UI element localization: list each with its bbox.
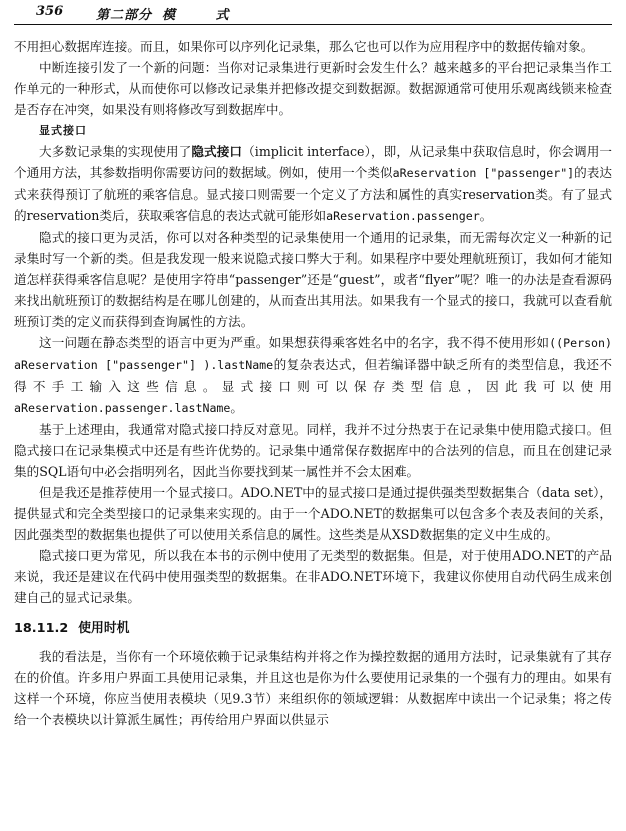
- paragraph-6: 基于上述理由，我通常对隐式接口持反对意见。同样，我并不过分热衷于在记录集中使用隐式接口。但隐式接口在记录集模式中还是有些许优势的。记录集中通常保存数据库中的合法列的信息，而且在创建记录集的SQL语句中必会指明列名，因此当你要找到某一属性并不会太困难。: [14, 422, 612, 479]
- p3-text-2: （implicit interface），即，从记录集中获取信息时，你会调用一个通用方法，其参数指明你需要访问的数据域。例如，使用一个类似: [14, 144, 613, 180]
- p5-code-2: aReservation.passenger.lastName: [14, 401, 231, 415]
- p3-code-1: aReservation ["passenger"]: [392, 166, 575, 180]
- paragraph-5: [14, 332, 612, 419]
- section-number: 18.11.2: [14, 621, 69, 636]
- p3-text-3: 的表达式来获得预订了航班的乘客信息。显式接口则需要一个定义了方法和属性的真实reservation类。有了显式的reservation类后，获取乘客信息的表达式就可能形如: [14, 165, 613, 223]
- section-heading: [14, 618, 612, 639]
- page-number: 356: [36, 4, 64, 19]
- paragraph-4: 隐式的接口更为灵活，你可以对各种类型的记录集使用一个通用的记录集，而无需每次定义一种新的记录集时写一个新的类。但是我发现一般来说隐式接口弊大于利。如果程序中要处理航班预订，我如何才能知道怎样获得乘客信息呢？是使用字符串“passenger”还是“guest”，或者“flyer”呢？唯一的办法是查看源码来找出航班预订的数据结构是在哪儿创建的，从而查出其用法。如果我有一个显式的接口，我就可以查看航班预订类的定义而获得到查询属性的方法。: [14, 230, 612, 329]
- p5-text-1: 这一问题在静态类型的语言中更为严重。如果想获得乘客姓名中的名字，我不得不使用形如: [39, 335, 550, 350]
- paragraph-7: 但是我还是推荐使用一个显式接口。ADO.NET中的显式接口是通过提供强类型数据集合（data set），提供显式和完全类型接口的记录集来实现的。由于一个ADO.NET的数据集可以包含多个表及表间的关系，因此强类型的数据集也提供了可以使用关系信息的属性。这些类是从XSD数据集的定义中生成的。: [14, 485, 612, 542]
- paragraph-2: 中断连接引发了一个新的问题：当你对记录集进行更新时会发生什么？越来越多的平台把记录集当作工作单元的一种形式，从而使你可以修改记录集并把修改提交到数据源。数据源通常可使用乐观离线锁来检查是否存在冲突，如果没有则将修改写到数据库中。: [14, 60, 612, 117]
- p3-text-4: 。: [479, 208, 493, 223]
- page-body: [14, 36, 612, 730]
- part-name: 模 式: [162, 8, 247, 23]
- p5-text-2: 的复杂表达式，但若编译器中缺乏所有的类型信息，我还不得不手工输入这些信息。显式接口则可以保存类型信息，因此我可以使用: [14, 357, 612, 394]
- part-label: 第二部分: [96, 8, 153, 23]
- p3-text-1: 大多数记录集的实现使用了: [39, 144, 192, 159]
- p3-code-2: aReservation.passenger: [326, 209, 480, 223]
- page-header: [14, 0, 612, 25]
- paragraph-8: 隐式接口更为常见，所以我在本书的示例中使用了无类型的数据集。但是，对于使用ADO.NET的产品来说，我还是建议在代码中使用强类型的数据集。在非ADO.NET环境下，我建议你使用自动代码生成来创建自己的显式记录集。: [14, 548, 612, 605]
- subheading-explicit-interface: 显式接口: [39, 124, 87, 137]
- p5-text-3: 。: [230, 400, 243, 415]
- paragraph-3: [14, 141, 612, 227]
- p3-bold-term: 隐式接口: [191, 144, 243, 159]
- paragraph-1: 不用担心数据库连接。而且，如果你可以序列化记录集，那么它也可以作为应用程序中的数据传输对象。: [14, 39, 594, 54]
- paragraph-9: 我的看法是，当你有一个环境依赖于记录集结构并将之作为操控数据的通用方法时，记录集就有了其存在的价值。许多用户界面工具使用记录集，并且这也是你为什么要使用记录集的一个强有力的理由。如果有这样一个环境，你应当使用表模块（见9.3节）来组织你的领域逻辑：从数据库中读出一个记录集；将之传给一个表模块以计算派生属性；再传给用户界面以供显示: [14, 649, 612, 727]
- p5-code-1: ((Person) aReservation ["passenger"] ).lastName: [14, 336, 612, 372]
- section-title: 使用时机: [78, 621, 130, 636]
